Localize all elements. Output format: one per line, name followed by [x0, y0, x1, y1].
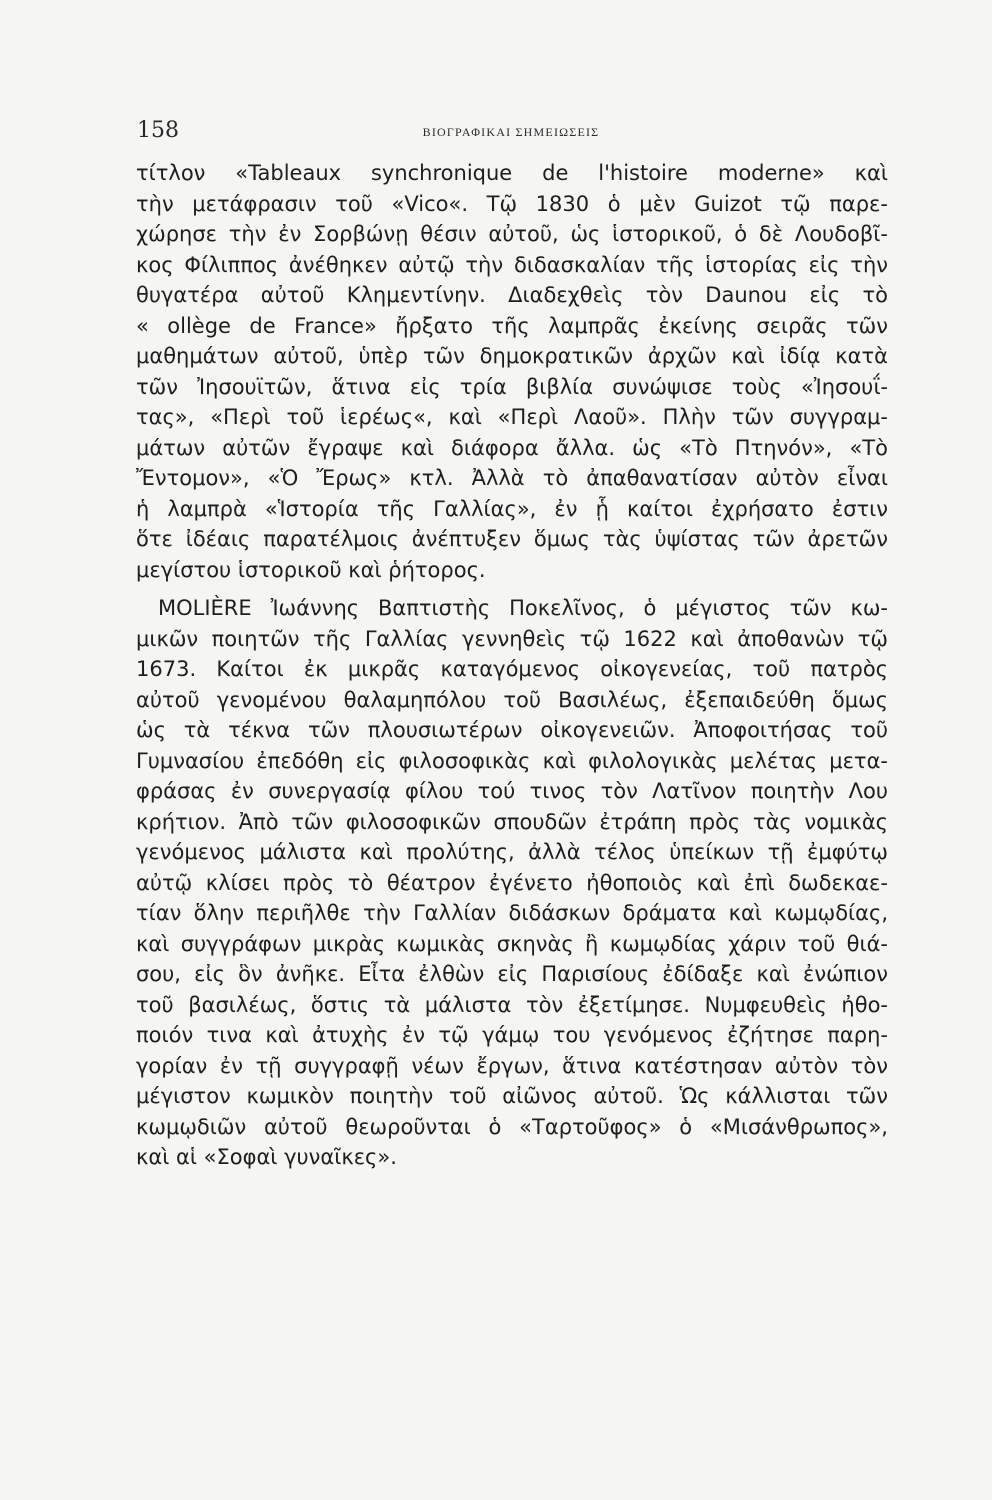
- text-line: τίαν ὅλην περιῆλθε τὴν Γαλλίαν διδάσκων δράματα καὶ κωμῳδίας,: [136, 901, 888, 925]
- text-line: κωμῳδιῶν αὐτοῦ θεωροῦνται ὁ «Ταρτοῦφος» ὁ «Μισάνθρωπος»,: [136, 1114, 888, 1139]
- page-number: 158: [137, 118, 179, 143]
- text-line: MOLIÈRE Ἰωάννης Βαπτιστὴς Ποκελῖνος, ὁ μέγιστος τῶν κω-: [158, 596, 888, 620]
- text-line: μικῶν ποιητῶν τῆς Γαλλίας γεννηθεὶς τῷ 1622 καὶ ἀποθανὼν τῷ: [136, 626, 888, 651]
- text-line: τοῦ βασιλέως, ὅστις τὰ μάλιστα τὸν ἐξετίμησε. Νυμφευθεὶς ἠθο-: [136, 992, 888, 1017]
- text-line: καὶ συγγράφων μικρὰς κωμικὰς σκηνὰς ἢ κωμῳδίας χάριν τοῦ θιά-: [136, 931, 888, 956]
- text-line: ὡς τὰ τέκνα τῶν πλουσιωτέρων οἰκογενειῶν. Ἀποφοιτήσας τοῦ: [136, 718, 888, 742]
- text-line: μέγιστον κωμικὸν ποιητὴν τοῦ αἰῶνος αὐτοῦ. Ὡς κάλλισται τῶν: [136, 1084, 888, 1108]
- text-line: 1673. Καίτοι ἐκ μικρᾶς καταγόμενος οἰκογενείας, τοῦ πατρὸς: [136, 657, 888, 681]
- page-header: [137, 118, 885, 148]
- text-line: αὐτῷ κλίσει πρὸς τὸ θέατρον ἐγένετο ἠθοποιὸς καὶ ἐπὶ δωδεκαε-: [136, 870, 888, 895]
- text-line: χώρησε τὴν ἐν Σορβώνῃ θέσιν αὐτοῦ, ὡς ἱστορικοῦ, ὁ δὲ Λουδοβῖ-: [136, 222, 888, 246]
- text-line: ποιόν τινα καὶ ἀτυχὴς ἐν τῷ γάμῳ του γενόμενος ἐζήτησε παρη-: [136, 1023, 888, 1047]
- text-line: αὐτοῦ γενομένου θαλαμηπόλου τοῦ Βασιλέως, ἐξεπαιδεύθη ὅμως: [136, 687, 888, 712]
- text-line: τῶν Ἰησουϊτῶν, ἅτινα εἰς τρία βιβλία συνώψισε τοὺς «Ἰησουΐ-: [136, 374, 888, 399]
- text-line: γενόμενος μάλιστα καὶ προλύτης, ἀλλὰ τέλος ὑπείκων τῇ ἐμφύτῳ: [136, 840, 888, 864]
- text-line: μαθημάτων αὐτοῦ, ὑπὲρ τῶν δημοκρατικῶν ἀρχῶν καὶ ἰδίᾳ κατὰ: [136, 344, 888, 368]
- text-line: ἡ λαμπρὰ «Ἱστορία τῆς Γαλλίας», ἐν ᾗ καίτοι ἐχρήσατο ἐστιν: [136, 496, 888, 521]
- text-line: μάτων αὐτῶν ἔγραψε καὶ διάφορα ἄλλα. ὡς «Τὸ Πτηνόν», «Τὸ: [136, 435, 888, 460]
- text-line: μεγίστου ἱστορικοῦ καὶ ῥήτορος.: [136, 557, 486, 582]
- text-line: ὅτε ἰδέαις παρατέλμοις ἀνέπτυξεν ὅμως τὰς ὑψίστας τῶν ἀρετῶν: [136, 527, 888, 551]
- body-text: [136, 158, 888, 1173]
- text-line: θυγατέρα αὐτοῦ Κλημεντίνην. Διαδεχθεὶς τὸν Daunou εἰς τὸ: [136, 283, 888, 307]
- text-line: σου, εἰς ὃν ἀνῆκε. Εἶτα ἐλθὼν εἰς Παρισίους ἐδίδαξε καὶ ἐνώπιον: [136, 962, 888, 986]
- paragraph-moliere: [136, 593, 888, 1173]
- text-line: καὶ αἱ «Σοφαὶ γυναῖκες».: [136, 1145, 397, 1169]
- text-line: τας», «Περὶ τοῦ ἱερέως«, καὶ «Περὶ Λαοῦ». Πλὴν τῶν συγγραμ-: [136, 405, 888, 429]
- paragraph-michelet-continued: [136, 158, 888, 585]
- text-line: Γυμνασίου ἐπεδόθη εἰς φιλοσοφικὰς καὶ φιλολογικὰς μελέτας μετα-: [136, 748, 888, 773]
- text-line: τὴν μετάφρασιν τοῦ «Vico«. Τῷ 1830 ὁ μὲν Guizot τῷ παρε-: [136, 191, 888, 216]
- running-title: ΒΙΟΓΡΑΦΙΚΑΙ ΣΗΜΕΙΩΣΕΙΣ: [422, 125, 600, 139]
- text-line: τίτλον «Tableaux synchronique de l'histoire moderne» καὶ: [136, 161, 888, 185]
- text-line: Ἔντομον», «Ὁ Ἔρως» κτλ. Ἀλλὰ τὸ ἀπαθανατίσαν αὐτὸν εἶναι: [136, 466, 888, 490]
- text-line: « ollège de France» ἤρξατο τῆς λαμπρᾶς ἐκείνης σειρᾶς τῶν: [136, 313, 888, 338]
- text-line: γορίαν ἐν τῇ συγγραφῇ νέων ἔργων, ἅτινα κατέστησαν αὐτὸν τὸν: [136, 1053, 888, 1078]
- text-line: κος Φίλιππος ἀνέθηκεν αὐτῷ τὴν διδασκαλίαν τῆς ἱστορίας εἰς τὴν: [136, 252, 888, 277]
- text-line: φράσας ἐν συνεργασίᾳ φίλου τού τινος τὸν Λατῖνον ποιητὴν Λου: [136, 779, 888, 803]
- text-line: κρήτιον. Ἀπὸ τῶν φιλοσοφικῶν σπουδῶν ἐτράπη πρὸς τὰς νομικὰς: [136, 809, 888, 834]
